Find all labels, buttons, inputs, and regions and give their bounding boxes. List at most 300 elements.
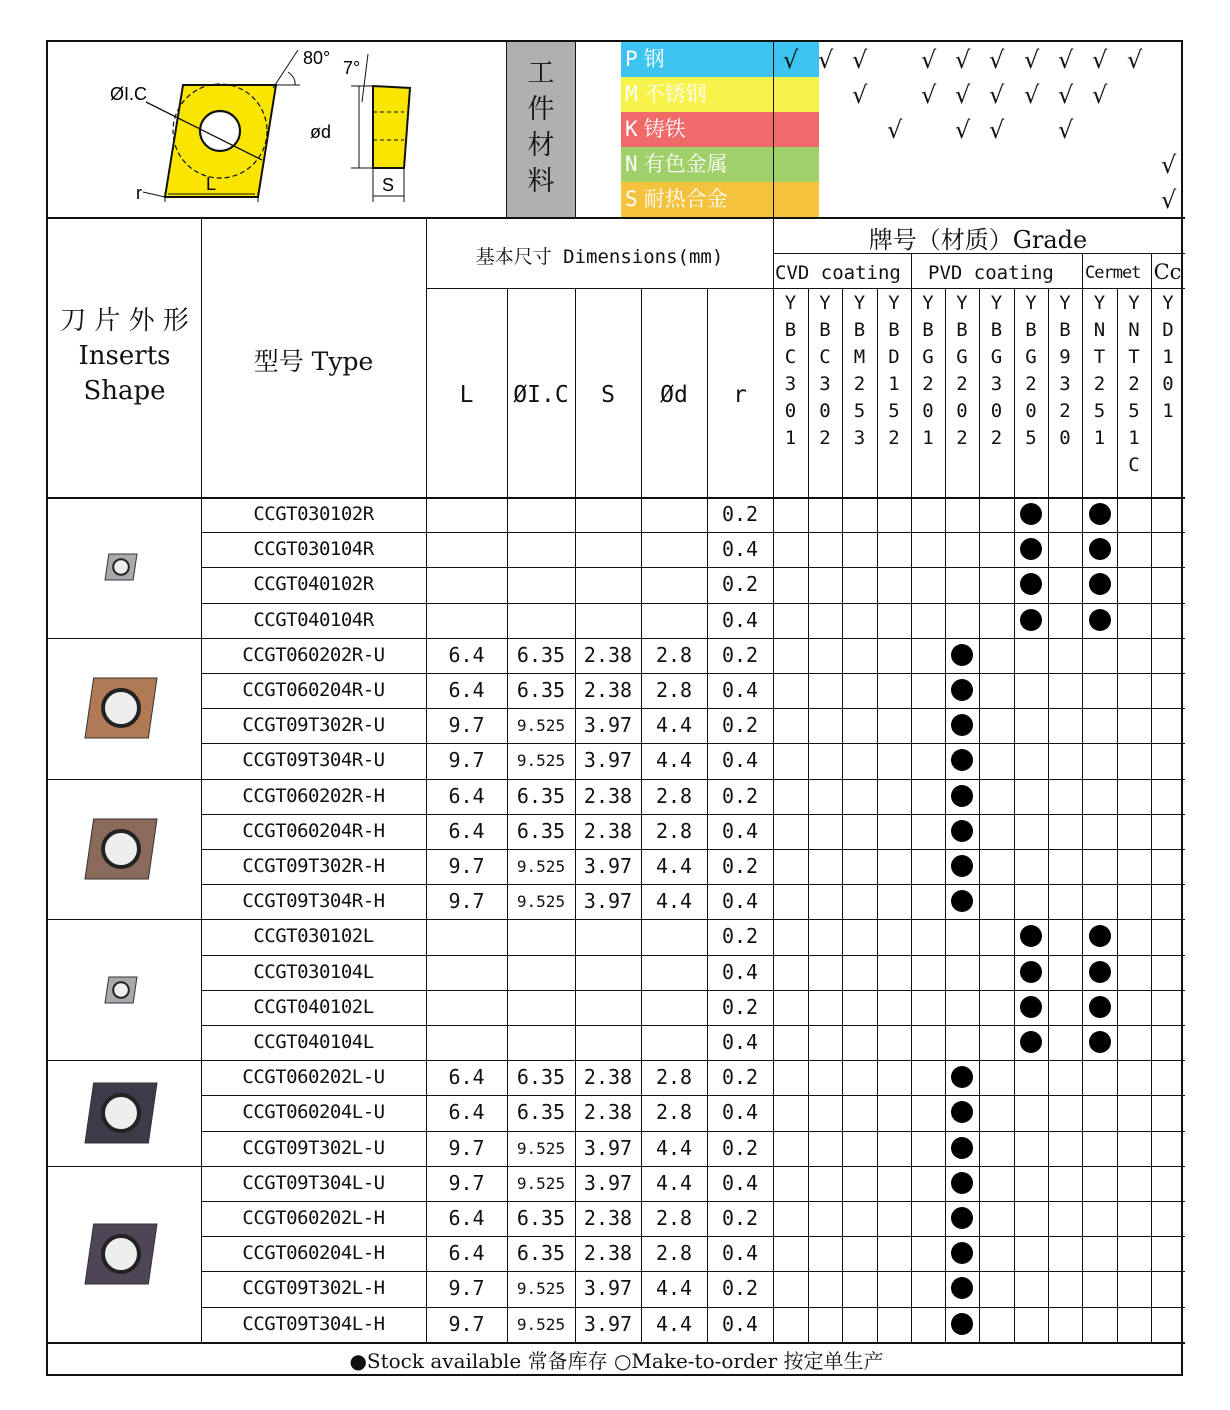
stock-available-dot — [1020, 996, 1042, 1018]
type-cell: CCGT09T304L-H — [242, 1312, 385, 1335]
dim-cell-d: 4.4 — [655, 1311, 693, 1336]
angle-80-label: 80° — [303, 48, 331, 68]
grade-char: C — [784, 346, 797, 368]
type-cell: CCGT09T302R-U — [242, 714, 385, 737]
check-mark: √ — [783, 46, 799, 74]
type-cell: CCGT09T302L-H — [242, 1277, 385, 1300]
dim-cell-s: 3.97 — [583, 1170, 633, 1195]
material-header-char: 料 — [527, 166, 555, 197]
insert-photo — [80, 1078, 162, 1148]
dim-cell-L: 6.4 — [448, 1241, 485, 1266]
shape-header-cn: 刀 片 外 形 — [60, 306, 189, 336]
stock-available-dot — [1020, 1031, 1042, 1053]
stock-available-dot — [1089, 538, 1111, 560]
dim-cell-L: 9.7 — [448, 854, 485, 878]
stock-available-dot — [1020, 609, 1042, 631]
insert-photo — [80, 814, 162, 884]
grade-char: 2 — [888, 427, 900, 449]
grade-char: B — [922, 319, 934, 341]
dim-cell-ic: 6.35 — [516, 1206, 566, 1230]
check-mark: √ — [1024, 46, 1040, 74]
dim-cell-r: 0.2 — [721, 713, 759, 738]
dim-cell-s: 3.97 — [583, 854, 633, 878]
check-mark: √ — [1058, 116, 1074, 144]
grade-char: Y — [1093, 292, 1106, 314]
grade-char: Y — [1128, 292, 1140, 314]
dim-cell-d: 2.8 — [655, 1241, 693, 1266]
d-label: ød — [310, 122, 332, 142]
grade-char: B — [956, 319, 968, 341]
grade-char: 1 — [1162, 400, 1174, 422]
grid-line — [1151, 253, 1152, 288]
type-cell: CCGT030102R — [253, 503, 374, 525]
stock-available-dot — [951, 679, 973, 701]
type-cell: CCGT040102L — [253, 995, 374, 1018]
dim-cell-r: 0.2 — [721, 1135, 759, 1160]
grade-char: 0 — [1162, 373, 1174, 395]
material-code: N — [625, 152, 638, 176]
dim-cell-ic: 6.35 — [516, 642, 566, 667]
dim-cell-r: 0.2 — [721, 1206, 759, 1230]
dim-cell-s: 2.38 — [583, 1241, 633, 1266]
dim-cell-d: 4.4 — [655, 1135, 693, 1160]
material-name: 不锈钢 — [643, 82, 707, 106]
dim-cell-L: 6.4 — [448, 818, 485, 843]
grade-char: 0 — [1025, 400, 1037, 422]
stock-available-dot — [1089, 503, 1111, 525]
grade-char: G — [956, 346, 968, 368]
check-mark: √ — [1024, 81, 1040, 109]
grade-char: 2 — [990, 427, 1003, 449]
dim-cell-r: 0.2 — [721, 783, 759, 808]
insert-photo — [80, 673, 162, 743]
cvd-header: CVD coating — [775, 262, 901, 284]
dim-cell-d: 4.4 — [655, 889, 693, 914]
catalog-table — [46, 40, 1183, 1376]
dim-cell-L: 9.7 — [448, 713, 485, 738]
grade-char: 0 — [956, 400, 968, 422]
grade-char: 5 — [1093, 400, 1106, 422]
grade-char: 2 — [956, 427, 968, 449]
dim-cell-r: 0.4 — [721, 607, 759, 632]
dim-cell-r: 0.2 — [721, 854, 759, 878]
grade-char: 2 — [1128, 373, 1140, 395]
grade-char: 3 — [990, 373, 1003, 395]
check-mark: √ — [852, 81, 868, 109]
grade-char: B — [990, 319, 1003, 341]
stock-available-dot — [951, 1313, 973, 1335]
grade-char: B — [1025, 319, 1037, 341]
stock-available-dot — [1089, 961, 1111, 983]
type-cell: CCGT060204R-U — [242, 679, 385, 701]
insert-dimension-diagram — [48, 42, 506, 217]
stock-available-dot — [951, 1066, 973, 1088]
material-header-char: 工 — [527, 58, 555, 89]
check-mark: √ — [989, 116, 1005, 144]
material-header-char: 件 — [527, 94, 555, 125]
check-mark: √ — [955, 81, 971, 109]
grade-char: 1 — [922, 427, 934, 449]
grade-char: C — [1128, 454, 1140, 476]
grade-col-header — [1048, 290, 1082, 452]
dim-cell-ic: 6.35 — [516, 783, 566, 808]
grid-line — [1151, 288, 1152, 1342]
dim-cell-r: 0.2 — [721, 502, 759, 526]
material-name: 铸铁 — [643, 117, 686, 141]
dim-cell-s: 3.97 — [583, 889, 633, 914]
grade-col-header — [808, 290, 842, 452]
grade-char: B — [888, 319, 900, 341]
dim-cell-L: 6.4 — [448, 642, 485, 667]
grade-col-header — [979, 290, 1014, 452]
type-cell: CCGT040102R — [253, 573, 374, 596]
stock-available-dot — [951, 1242, 973, 1264]
grade-char: 2 — [853, 373, 866, 395]
grade-char: 5 — [1025, 427, 1037, 449]
workpiece-material-label — [507, 56, 575, 206]
pvd-header: PVD coating — [928, 262, 1054, 284]
stock-available-dot — [1020, 538, 1042, 560]
material-name: 钢 — [643, 47, 665, 71]
grid-line — [773, 253, 1185, 254]
grade-char: 2 — [956, 373, 968, 395]
angle-7-label: 7° — [343, 58, 361, 78]
grade-char: 1 — [1162, 346, 1174, 368]
dim-cell-d: 2.8 — [655, 1100, 693, 1125]
grade-char: T — [1128, 346, 1140, 368]
type-cell: CCGT060204L-H — [242, 1242, 385, 1265]
grade-char: N — [1093, 319, 1106, 341]
dim-cell-s: 2.38 — [583, 1100, 633, 1125]
stock-available-dot — [951, 855, 973, 877]
grade-char: Y — [1025, 292, 1037, 314]
grade-char: Y — [1059, 292, 1071, 314]
dim-col-header: Ød — [660, 382, 688, 408]
dim-col-header: r — [733, 382, 747, 408]
dim-cell-ic: 6.35 — [516, 1100, 566, 1125]
grade-char: 0 — [1059, 427, 1071, 449]
dim-cell-L: 9.7 — [448, 1135, 485, 1160]
dim-cell-d: 2.8 — [655, 783, 693, 808]
grade-char: G — [1025, 346, 1037, 368]
dim-cell-r: 0.2 — [721, 924, 759, 949]
dim-cell-r: 0.2 — [721, 1276, 759, 1301]
grade-char: 2 — [922, 373, 934, 395]
dim-cell-d: 4.4 — [655, 1170, 693, 1195]
stock-available-dot — [1020, 573, 1042, 595]
dim-cell-ic: 9.525 — [516, 1173, 566, 1193]
dim-col-header: L — [459, 382, 474, 408]
dim-cell-s: 2.38 — [583, 818, 633, 843]
dim-cell-r: 0.4 — [721, 1030, 759, 1054]
stock-available-dot — [1020, 961, 1042, 983]
ic-label: ØI.C — [110, 84, 148, 104]
check-mark: √ — [955, 46, 971, 74]
check-mark: √ — [1127, 46, 1143, 74]
grade-col-header — [945, 290, 979, 452]
stock-available-dot — [1089, 925, 1111, 947]
grade-char: B — [853, 319, 866, 341]
type-cell: CCGT09T304R-U — [242, 749, 385, 772]
shape-header — [48, 304, 201, 409]
grade-col-header — [1151, 290, 1185, 425]
grade-char: 1 — [1128, 427, 1140, 449]
check-mark: √ — [955, 116, 971, 144]
stock-available-dot — [951, 785, 973, 807]
dim-cell-L: 9.7 — [448, 1170, 485, 1195]
grade-char: 2 — [819, 427, 831, 449]
dim-cell-L: 9.7 — [448, 889, 485, 914]
grade-char: Y — [956, 292, 968, 314]
dim-cell-r: 0.4 — [721, 1311, 759, 1336]
stock-available-dot — [951, 820, 973, 842]
dim-cell-d: 4.4 — [655, 1276, 693, 1301]
grade-char: 3 — [784, 373, 797, 395]
grade-col-header — [1014, 290, 1048, 452]
material-row-n — [621, 147, 819, 182]
dim-cell-r: 0.4 — [721, 1100, 759, 1125]
grade-char: 5 — [888, 400, 900, 422]
shape-header-en1: Inserts — [78, 341, 171, 371]
type-cell: CCGT060202R-H — [242, 784, 385, 807]
dim-cell-ic: 9.525 — [516, 1314, 566, 1334]
dim-cell-ic: 9.525 — [516, 1279, 566, 1299]
check-mark: √ — [989, 46, 1005, 74]
grade-char: 9 — [1059, 346, 1071, 368]
dim-cell-d: 4.4 — [655, 854, 693, 878]
grade-char: 0 — [819, 400, 831, 422]
grade-char: D — [1162, 319, 1174, 341]
material-code: M — [625, 82, 638, 106]
grade-char: 2 — [1025, 373, 1037, 395]
dim-cell-d: 2.8 — [655, 642, 693, 667]
stock-available-dot — [1089, 573, 1111, 595]
grade-char: 2 — [1059, 400, 1071, 422]
dim-cell-d: 2.8 — [655, 818, 693, 843]
grade-char: N — [1128, 319, 1140, 341]
dim-cell-s: 3.97 — [583, 1311, 633, 1336]
check-mark: √ — [1161, 186, 1177, 214]
stock-available-dot — [951, 1101, 973, 1123]
grade-char: 2 — [1093, 373, 1106, 395]
dim-cell-L: 6.4 — [448, 1100, 485, 1125]
dim-cell-r: 0.2 — [721, 572, 759, 597]
grid-line — [911, 253, 912, 288]
grade-char: Y — [922, 292, 934, 314]
type-cell: CCGT09T304R-H — [242, 890, 385, 913]
dim-cell-d: 2.8 — [655, 1065, 693, 1090]
grade-char: M — [853, 346, 866, 368]
type-cell: CCGT09T302R-H — [242, 855, 385, 877]
type-cell: CCGT040104R — [253, 608, 374, 631]
stock-available-dot — [1020, 503, 1042, 525]
dim-cell-ic: 9.525 — [516, 892, 566, 912]
type-cell: CCGT030104L — [253, 960, 374, 983]
stock-available-dot — [951, 1277, 973, 1299]
dim-cell-ic: 6.35 — [516, 818, 566, 843]
r-label: r — [136, 183, 142, 203]
dim-cell-s: 2.38 — [583, 678, 633, 702]
stock-available-dot — [951, 890, 973, 912]
check-mark: √ — [1092, 81, 1108, 109]
dim-cell-s: 2.38 — [583, 783, 633, 808]
check-mark: √ — [818, 46, 834, 74]
grid-line — [48, 1342, 1185, 1344]
dim-cell-s: 2.38 — [583, 1065, 633, 1090]
dim-cell-ic: 9.525 — [516, 716, 566, 736]
dim-cell-s: 3.97 — [583, 1276, 633, 1301]
dim-cell-ic: 9.525 — [516, 1138, 566, 1158]
grade-char: Y — [888, 292, 900, 314]
dim-cell-L: 9.7 — [448, 1311, 485, 1336]
check-mark: √ — [921, 81, 937, 109]
grade-char: 5 — [853, 400, 866, 422]
stock-available-dot — [951, 1207, 973, 1229]
grid-line — [1082, 253, 1083, 288]
dimensions-header: 基本尺寸 Dimensions(mm) — [475, 246, 724, 268]
check-mark: √ — [887, 116, 903, 144]
dim-cell-L: 6.4 — [448, 678, 485, 702]
insert-photo — [100, 549, 142, 585]
grade-col-header — [842, 290, 877, 452]
grade-char: 0 — [784, 400, 797, 422]
dim-cell-d: 4.4 — [655, 713, 693, 738]
grid-line — [48, 217, 1185, 219]
stock-available-dot — [951, 644, 973, 666]
dim-cell-s: 3.97 — [583, 748, 633, 773]
check-mark: √ — [1161, 151, 1177, 179]
dim-cell-r: 0.2 — [721, 994, 759, 1019]
grade-col-header — [877, 290, 911, 452]
type-cell: CCGT030102L — [253, 925, 374, 948]
dim-cell-r: 0.4 — [721, 959, 759, 984]
check-mark: √ — [1058, 81, 1074, 109]
grade-char: 3 — [853, 427, 866, 449]
grid-line — [426, 288, 1185, 289]
dim-cell-d: 2.8 — [655, 678, 693, 702]
grade-char: T — [1093, 346, 1106, 368]
type-cell: CCGT030104R — [253, 538, 374, 561]
check-mark: √ — [921, 46, 937, 74]
grade-char: D — [888, 346, 900, 368]
grid-line — [575, 42, 576, 217]
dim-cell-r: 0.4 — [721, 748, 759, 773]
grade-char: 0 — [922, 400, 934, 422]
grade-char: Y — [853, 292, 866, 314]
stock-available-dot — [1089, 996, 1111, 1018]
grade-char: 3 — [819, 373, 831, 395]
grade-char: C — [819, 346, 831, 368]
grade-header: 牌号（材质）Grade — [868, 226, 1088, 254]
dim-cell-L: 6.4 — [448, 1206, 485, 1230]
grade-char: B — [1059, 319, 1071, 341]
grade-char: G — [922, 346, 934, 368]
material-row-k — [621, 112, 819, 147]
material-name: 有色金属 — [643, 152, 728, 176]
insert-photo — [80, 1219, 162, 1289]
dim-col-header: ØI.C — [513, 382, 569, 408]
insert-photo — [100, 972, 142, 1008]
dim-cell-d: 2.8 — [655, 1206, 693, 1230]
grid-line — [773, 42, 774, 1342]
dim-cell-L: 9.7 — [448, 1276, 485, 1301]
check-mark: √ — [1092, 46, 1108, 74]
dim-cell-s: 2.38 — [583, 1206, 633, 1230]
check-mark: √ — [852, 46, 868, 74]
type-cell: CCGT09T302L-U — [242, 1136, 385, 1159]
type-cell: CCGT040104L — [253, 1031, 374, 1053]
grade-char: 1 — [784, 427, 797, 449]
type-cell: CCGT060202R-U — [242, 643, 385, 666]
dim-cell-s: 3.97 — [583, 1135, 633, 1160]
dim-cell-r: 0.4 — [721, 1170, 759, 1195]
type-cell: CCGT09T304L-U — [242, 1171, 385, 1194]
dim-cell-r: 0.4 — [721, 889, 759, 914]
grade-char: Y — [784, 292, 797, 314]
cc-header: Cc — [1153, 260, 1182, 284]
material-row-s — [621, 182, 819, 217]
type-header: 型号 Type — [253, 347, 374, 376]
type-cell: CCGT060202L-H — [242, 1207, 385, 1229]
stock-available-dot — [951, 714, 973, 736]
grade-char: B — [819, 319, 831, 341]
material-code: K — [625, 117, 638, 141]
dim-cell-r: 0.4 — [721, 1241, 759, 1266]
stock-available-dot — [1089, 1031, 1111, 1053]
stock-available-dot — [951, 1137, 973, 1159]
grade-char: 0 — [990, 400, 1003, 422]
L-label: L — [206, 174, 217, 194]
shape-header-en2: Shape — [83, 376, 166, 406]
grade-char: G — [990, 346, 1003, 368]
type-cell: CCGT060204L-U — [242, 1101, 385, 1124]
material-row-m — [621, 77, 819, 112]
grid-line — [506, 42, 507, 217]
dim-cell-s: 3.97 — [583, 713, 633, 738]
dim-cell-s: 2.38 — [583, 642, 633, 667]
material-header-char: 材 — [527, 130, 555, 161]
grade-char: 1 — [888, 373, 900, 395]
material-name: 耐热合金 — [643, 187, 728, 211]
grade-col-header — [773, 290, 808, 452]
stock-available-dot — [1020, 925, 1042, 947]
grade-char: Y — [1162, 292, 1174, 314]
grade-col-header — [1117, 290, 1151, 479]
cermet-header: Cermet — [1085, 263, 1141, 283]
dim-cell-ic: 6.35 — [516, 678, 566, 702]
grade-char: 3 — [1059, 373, 1071, 395]
check-mark: √ — [989, 81, 1005, 109]
type-cell: CCGT060204R-H — [242, 819, 385, 842]
grade-char: Y — [990, 292, 1003, 314]
grade-col-header — [911, 290, 945, 452]
dim-cell-L: 9.7 — [448, 748, 485, 773]
dim-cell-ic: 9.525 — [516, 857, 566, 876]
grade-col-header — [1082, 290, 1117, 452]
stock-available-dot — [1089, 609, 1111, 631]
stock-available-dot — [951, 1172, 973, 1194]
dim-cell-ic: 6.35 — [516, 1241, 566, 1266]
material-code: S — [625, 187, 638, 211]
grade-char: Y — [819, 292, 831, 314]
dim-cell-L: 6.4 — [448, 783, 485, 808]
dim-cell-d: 4.4 — [655, 748, 693, 773]
dim-cell-r: 0.2 — [721, 642, 759, 667]
dim-cell-r: 0.4 — [721, 537, 759, 562]
material-code: P — [625, 47, 638, 71]
dim-cell-ic: 9.525 — [516, 751, 566, 771]
dim-cell-r: 0.4 — [721, 818, 759, 843]
